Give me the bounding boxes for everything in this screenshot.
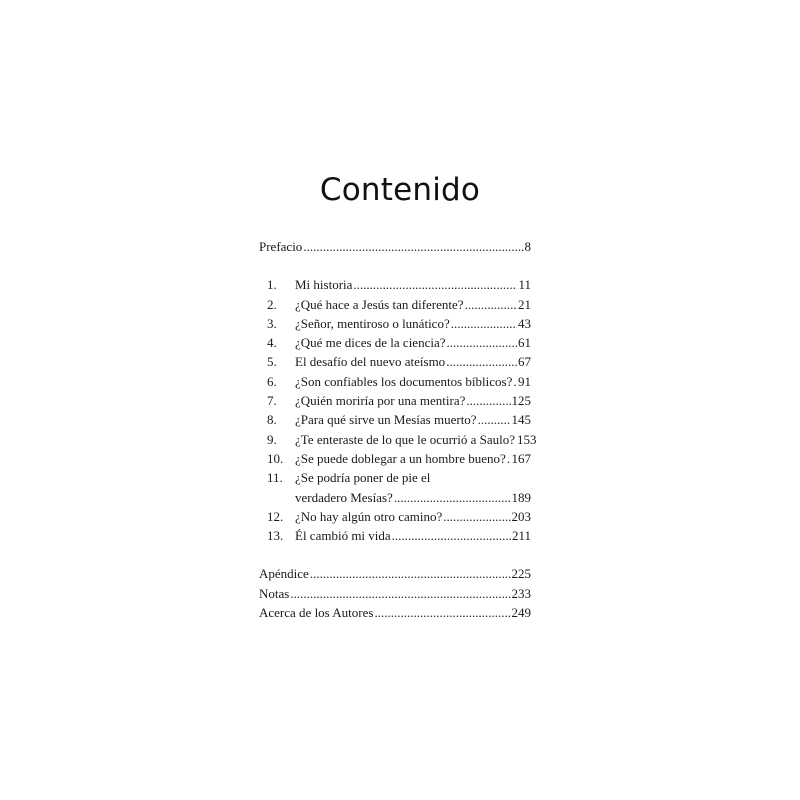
toc-entry-chapter-13 bbox=[259, 526, 531, 545]
toc-leader-dots bbox=[507, 449, 511, 468]
toc-entry-chapter-4 bbox=[259, 333, 531, 352]
toc-entry-number: 12. bbox=[267, 508, 284, 524]
toc-entry-appendix bbox=[259, 564, 531, 583]
toc-entry-chapter-12 bbox=[259, 507, 531, 526]
toc-spacer bbox=[259, 256, 531, 275]
toc-entry-page: 61 bbox=[518, 335, 531, 351]
toc-entry-chapter-10 bbox=[259, 449, 531, 468]
toc-entry-label: ¿Quién moriría por una mentira? bbox=[295, 393, 466, 409]
toc-entry-notes bbox=[259, 584, 531, 603]
toc-entry-label: ¿Te enteraste de lo que le ocurrió a Saulo? bbox=[295, 431, 515, 447]
toc-entry-label-continued: verdadero Mesías? bbox=[295, 489, 393, 505]
toc-entry-number: 5. bbox=[267, 354, 277, 370]
toc-entry-chapter-9 bbox=[259, 430, 537, 449]
toc-leader-dots bbox=[478, 410, 511, 429]
toc-entry-page: 8 bbox=[524, 239, 531, 254]
toc-entry-page: 189 bbox=[511, 489, 531, 505]
toc-entry-chapter-8 bbox=[259, 410, 531, 429]
toc-leader-dots bbox=[392, 526, 511, 545]
toc-entry-number: 8. bbox=[267, 412, 277, 428]
toc-entry-label: Prefacio bbox=[259, 239, 303, 254]
toc-leader-dots bbox=[446, 352, 517, 371]
toc-entry-number: 13. bbox=[267, 528, 284, 544]
toc-entry-chapter-1 bbox=[259, 275, 531, 294]
toc-entry-label: Mi historia bbox=[295, 277, 353, 293]
toc-entry-page: 225 bbox=[511, 566, 531, 582]
toc-entry-about-authors bbox=[259, 603, 531, 622]
toc-leader-dots bbox=[374, 603, 510, 622]
toc-leader-dots bbox=[394, 488, 511, 507]
toc-entry-label: ¿Señor, mentiroso o lunático? bbox=[295, 315, 450, 331]
toc-leader-dots bbox=[303, 237, 523, 256]
toc-entry-chapter-2 bbox=[259, 295, 531, 314]
toc-entry-number: 2. bbox=[267, 296, 277, 312]
toc-entry-page: 249 bbox=[511, 605, 531, 621]
toc-entry-number: 6. bbox=[267, 373, 277, 389]
toc-entry-page: 153 bbox=[517, 431, 537, 447]
toc-entry-label: ¿Son confiables los documentos bíblicos? bbox=[295, 373, 513, 389]
toc-entry-label: Apéndice bbox=[259, 566, 309, 582]
toc-entry-chapter-11-continued bbox=[259, 488, 531, 507]
toc-entry-page: 233 bbox=[511, 585, 531, 601]
toc-entry-label: ¿Se puede doblegar a un hombre bueno? bbox=[295, 450, 506, 466]
toc-entry-page: 67 bbox=[518, 354, 531, 370]
toc-leader-dots bbox=[465, 295, 517, 314]
toc-entry-label: ¿Para qué sirve un Mesías muerto? bbox=[295, 412, 477, 428]
toc-entry-page: 167 bbox=[511, 450, 531, 466]
toc-leader-dots bbox=[310, 564, 511, 583]
toc-entry-chapter-3 bbox=[259, 314, 531, 333]
toc-entry-chapter-5 bbox=[259, 352, 531, 371]
toc-entry-label: Él cambió mi vida bbox=[295, 528, 391, 544]
toc-spacer bbox=[259, 545, 531, 564]
toc-entry-page: 203 bbox=[511, 508, 531, 524]
toc-entry-page: 91 bbox=[518, 373, 531, 389]
toc-leader-dots bbox=[451, 314, 517, 333]
toc-entry-label: ¿No hay algún otro camino? bbox=[295, 508, 443, 524]
toc-entry-number: 9. bbox=[267, 431, 277, 447]
toc-entry-number: 10. bbox=[267, 450, 284, 466]
toc-entry-chapter-7 bbox=[259, 391, 531, 410]
toc-entry-label: Acerca de los Autores bbox=[259, 605, 374, 621]
toc-entry-label: ¿Qué hace a Jesús tan diferente? bbox=[295, 296, 464, 312]
toc-entry-number: 1. bbox=[267, 277, 277, 293]
toc-entry-label: Notas bbox=[259, 585, 290, 601]
toc-entry-chapter-6 bbox=[259, 372, 531, 391]
table-of-contents bbox=[259, 237, 537, 622]
toc-entry-preface bbox=[259, 237, 531, 256]
toc-entry-chapter-11 bbox=[259, 468, 531, 487]
toc-entry-number: 7. bbox=[267, 393, 277, 409]
page-title: Contenido bbox=[319, 172, 481, 208]
toc-entry-page: 145 bbox=[511, 412, 531, 428]
toc-entry-label: El desafío del nuevo ateísmo bbox=[295, 354, 446, 370]
toc-entry-number: 4. bbox=[267, 335, 277, 351]
toc-entry-page: 21 bbox=[518, 296, 531, 312]
toc-leader-dots bbox=[290, 584, 510, 603]
toc-leader-dots bbox=[443, 507, 510, 526]
toc-entry-page: 43 bbox=[518, 315, 531, 331]
toc-leader-dots bbox=[466, 391, 510, 410]
toc-leader-dots bbox=[447, 333, 518, 352]
toc-entry-label: ¿Qué me dices de la ciencia? bbox=[295, 335, 446, 351]
toc-entry-page: 11 bbox=[518, 277, 531, 293]
toc-entry-page: 125 bbox=[511, 393, 531, 409]
toc-leader-dots bbox=[513, 372, 517, 391]
toc-entry-label: ¿Se podría poner de pie el bbox=[295, 470, 431, 486]
toc-entry-number: 3. bbox=[267, 315, 277, 331]
toc-leader-dots bbox=[353, 275, 517, 294]
toc-entry-page: 211 bbox=[511, 528, 531, 544]
toc-entry-number: 11. bbox=[267, 470, 283, 486]
